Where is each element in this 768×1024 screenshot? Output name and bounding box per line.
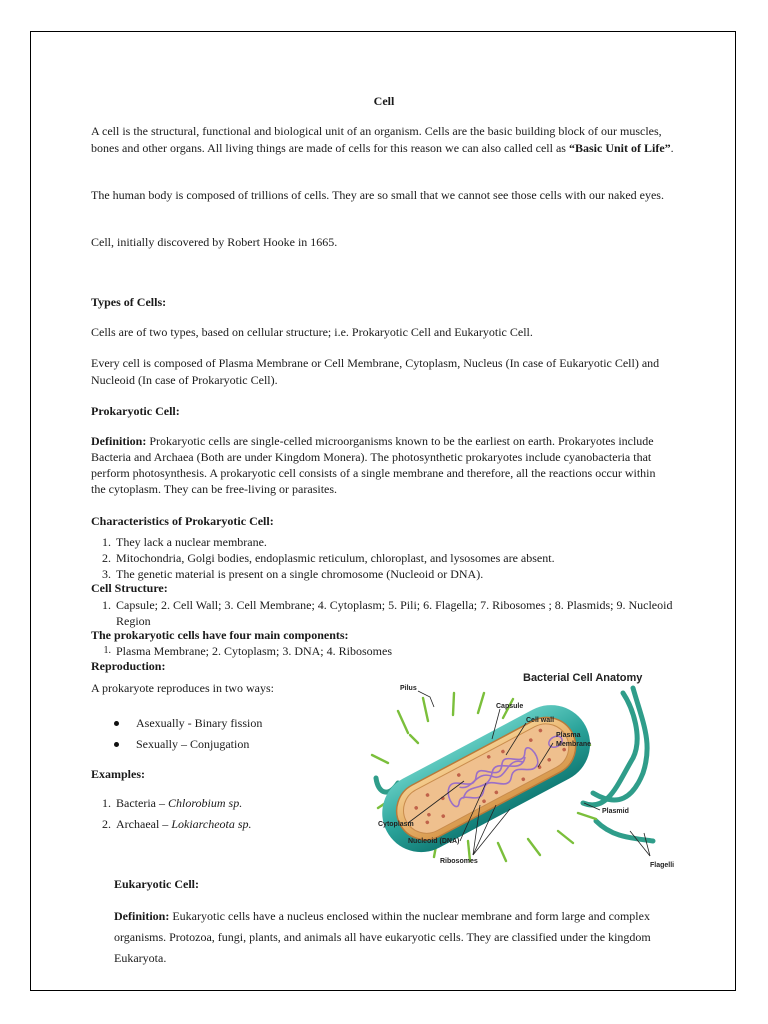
list-item: 1. They lack a nuclear membrane. [102, 535, 267, 549]
intro-paragraph [91, 123, 681, 157]
characteristics-heading: Characteristics of Prokaryotic Cell: [91, 514, 274, 528]
characteristics-list [91, 534, 681, 582]
cell-structure-heading: Cell Structure: [91, 581, 168, 595]
list-item: 3. The genetic material is present on a single chromosome (Nucleoid or DNA). [102, 567, 484, 581]
bullet-icon [114, 721, 119, 726]
types-paragraph: Cells are of two types, based on cellular structure; i.e. Prokaryotic Cell and Eukaryotic Cell. [91, 325, 533, 339]
prokaryotic-heading: Prokaryotic Cell: [91, 404, 180, 418]
bacterial-cell-diagram [368, 663, 688, 873]
intro-end: . [670, 141, 674, 155]
list-item: 2. Mitochondria, Golgi bodies, endoplasmic reticulum, chloroplast, and lysosomes are absent. [102, 551, 555, 565]
flagella-label: Flagelli [650, 862, 675, 869]
pilus-label: Pilus [400, 685, 417, 692]
composition-paragraph: Every cell is composed of Plasma Membrane or Cell Membrane, Cytoplasm, Nucleus (In case of Eukaryotic Cell) and Nucleoid (In case of Prokaryotic Cell). [91, 356, 660, 387]
list-item: Asexually - Binary fission [111, 715, 331, 732]
basic-unit-emphasis: “Basic Unit of Life” [568, 141, 671, 155]
list-item: 2. Archaeal – Lokiarcheota sp. [102, 817, 252, 831]
diagram-title: Bacterial Cell Anatomy [523, 672, 643, 684]
plasma-label: Plasma [556, 732, 581, 739]
nucleoid-label: Nucleoid (DNA) [408, 838, 460, 845]
definition-label: Definition: [91, 434, 147, 448]
examples-list [91, 795, 331, 833]
plasmid-label: Plasmid [602, 808, 629, 815]
examples-heading: Examples: [91, 767, 145, 781]
list-item: 1. Bacteria – Chlorobium sp. [102, 796, 243, 810]
intro-text: A cell is the structural, functional and biological unit of an organism. Cells are the basic building block of our muscles, bones and other organs. All living things are made of cells for this reason we can also called cell as [91, 124, 662, 155]
hooke-paragraph: Cell, initially discovered by Robert Hooke in 1665. [91, 235, 338, 249]
list-item: 1. Plasma Membrane; 2. Cytoplasm; 3. DNA; 4. Ribosomes [103, 644, 392, 658]
bullet-icon [114, 742, 119, 747]
reproduction-text: A prokaryote reproduces in two ways: [91, 681, 274, 695]
prokaryotic-definition [91, 433, 673, 497]
species-name: Lokiarcheota sp. [171, 817, 252, 831]
definition-text: Eukaryotic cells have a nucleus enclosed within the nuclear membrane and form large and complex organisms. Protozoa, fungi, plants, and animals all have eukaryotic cells. They are classified under the kingdom Eukaryota. [114, 909, 651, 965]
membrane-label: Membrane [556, 741, 592, 748]
cell-wall-label: Cell wall [526, 717, 555, 724]
definition-text: Prokaryotic cells are single-celled microorganisms known to be the earliest on earth. Prokaryotes include Bacteria and Archaea (Both are under Kingdom Monera). The photosynthetic prokaryotes include cyanobacteria that perform photosynthesis. A prokaryotic cell consists of a single membrane and therefore, all the reactions occur within the cytoplasm. They can be free-living or parasites. [91, 434, 656, 496]
definition-label: Definition: [114, 909, 170, 923]
eukaryotic-definition [114, 906, 684, 969]
page-title: Cell [373, 94, 395, 108]
types-heading: Types of Cells: [91, 295, 167, 309]
cytoplasm-label: Cytoplasm [378, 821, 414, 828]
components-list [91, 643, 681, 659]
ribosomes-label: Ribosomes [440, 858, 478, 865]
cell-structure-list [91, 597, 681, 629]
species-name: Chlorobium sp. [167, 796, 243, 810]
human-body-paragraph: The human body is composed of trillions of cells. They are so small that we cannot see those cells with our naked eyes. [91, 188, 664, 202]
eukaryotic-heading: Eukaryotic Cell: [114, 877, 199, 891]
reproduction-list [111, 715, 331, 753]
reproduction-heading: Reproduction: [91, 659, 166, 673]
capsule-label: Capsule [496, 703, 524, 710]
list-item: Sexually – Conjugation [111, 736, 331, 753]
components-heading: The prokaryotic cells have four main components: [91, 628, 349, 642]
list-item: 1. Capsule; 2. Cell Wall; 3. Cell Membrane; 4. Cytoplasm; 5. Pili; 6. Flagella; 7. Ribosomes ; 8. Plasmids; 9. Nucleoid Region [102, 598, 673, 628]
